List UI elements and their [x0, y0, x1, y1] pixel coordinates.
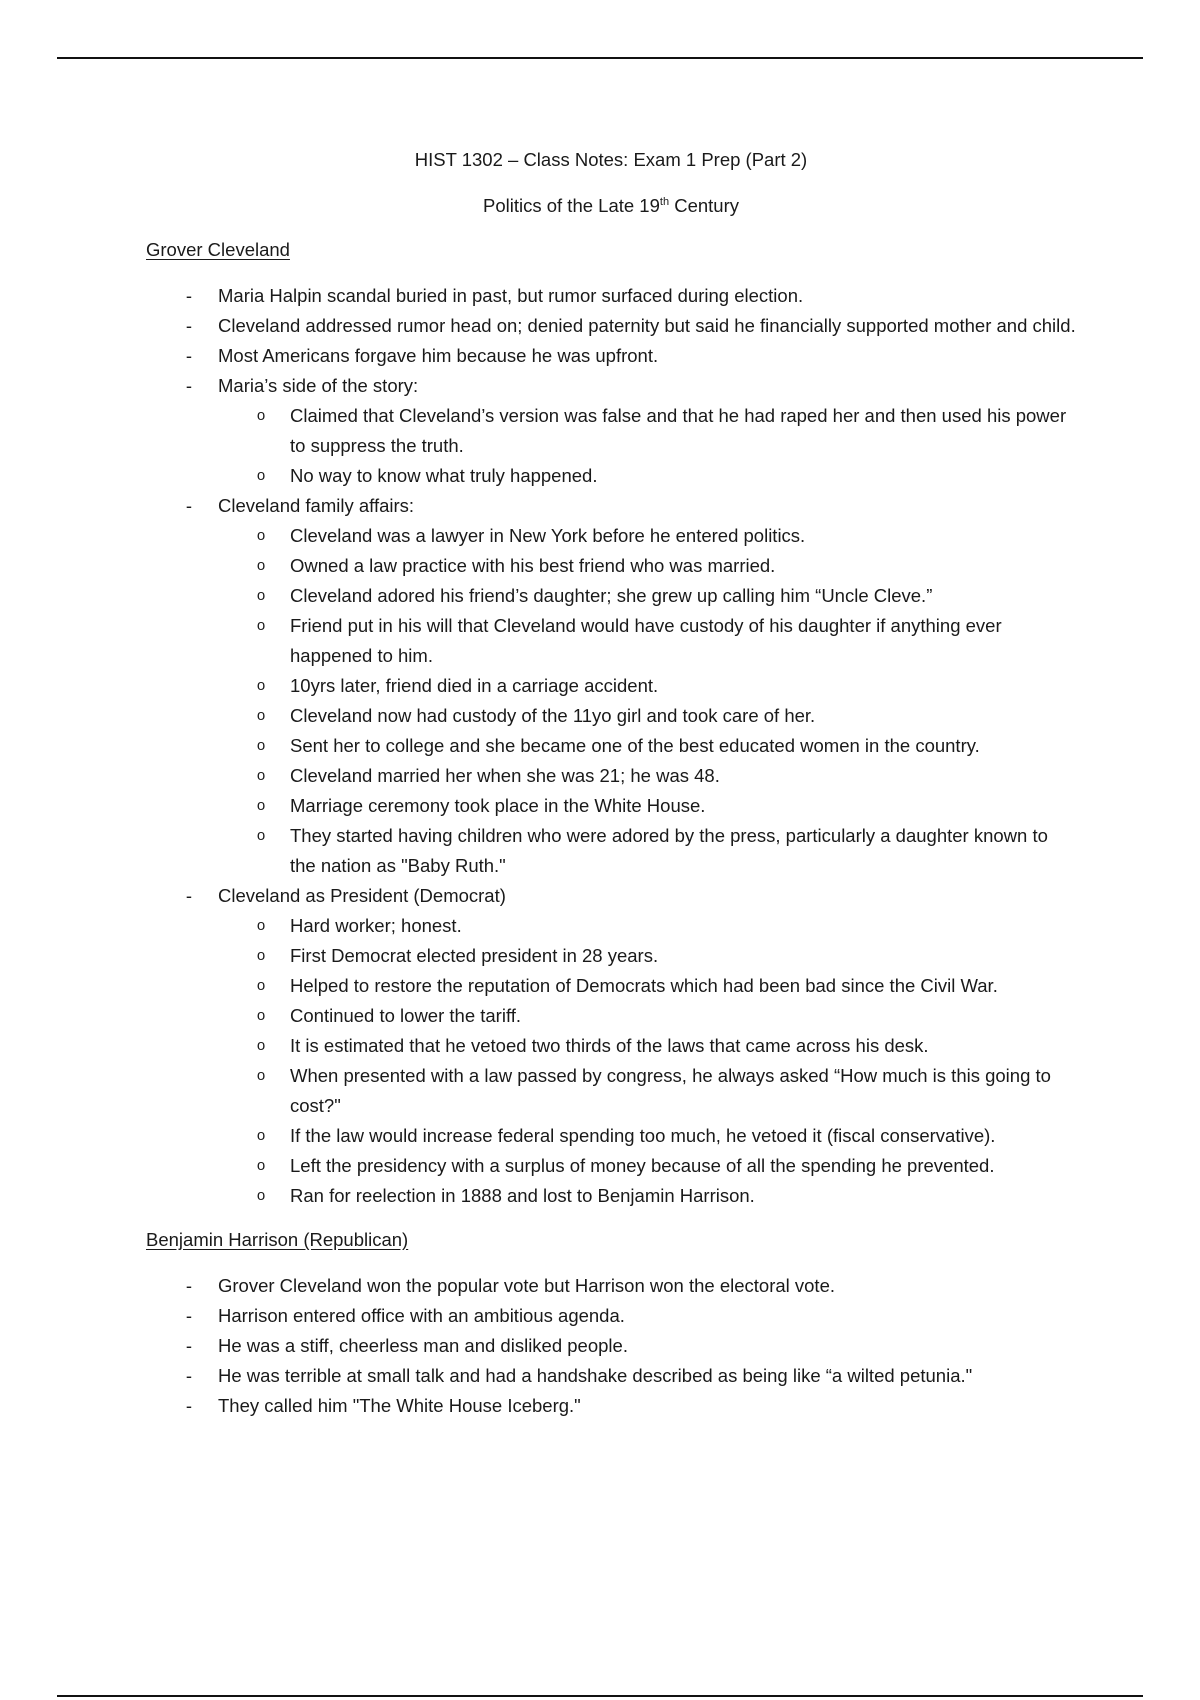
- circle-bullet-icon: o: [256, 707, 266, 724]
- circle-bullet-icon: o: [256, 767, 266, 784]
- document-subtitle: [146, 191, 1076, 221]
- list-item-text: Maria Halpin scandal buried in past, but rumor surfaced during election.: [218, 285, 804, 306]
- top-rule: [57, 57, 1143, 59]
- sub-list-item: [218, 1061, 1076, 1121]
- sub-list-item-text: Friend put in his will that Cleveland would have custody of his daughter if anything ever happened to him.: [290, 615, 1002, 666]
- dash-bullet-icon: -: [185, 1275, 193, 1296]
- sub-list-item-text: Sent her to college and she became one of the best educated women in the country.: [290, 735, 980, 756]
- document-page: [146, 145, 1076, 1421]
- circle-bullet-icon: o: [256, 947, 266, 964]
- notes-body: [146, 235, 1076, 1421]
- sub-list-item-text: First Democrat elected president in 28 years.: [290, 945, 659, 966]
- sub-list-item-text: Continued to lower the tariff.: [290, 1005, 522, 1026]
- list-item-text: Grover Cleveland won the popular vote but Harrison won the electoral vote.: [218, 1275, 836, 1296]
- list-item: [146, 371, 1076, 491]
- bullet-list: [146, 1271, 1076, 1421]
- sub-list-item: [218, 521, 1076, 551]
- section-heading: Benjamin Harrison (Republican): [146, 1229, 409, 1250]
- dash-bullet-icon: -: [185, 345, 193, 366]
- sub-list-item: [218, 821, 1076, 881]
- sub-list-item-text: No way to know what truly happened.: [290, 465, 598, 486]
- circle-bullet-icon: o: [256, 557, 266, 574]
- sub-list-item: [218, 941, 1076, 971]
- list-item-text: He was a stiff, cheerless man and disliked people.: [218, 1335, 628, 1356]
- list-item-text: Maria’s side of the story:: [218, 375, 419, 396]
- sub-list-item: [218, 761, 1076, 791]
- sub-list-item-text: Owned a law practice with his best friend who was married.: [290, 555, 776, 576]
- circle-bullet-icon: o: [256, 917, 266, 934]
- dash-bullet-icon: -: [185, 1305, 193, 1326]
- sub-bullet-list: [218, 911, 1076, 1211]
- document-title: HIST 1302 – Class Notes: Exam 1 Prep (Part 2): [414, 149, 808, 170]
- sub-list-item: [218, 551, 1076, 581]
- sub-list-item-text: Claimed that Cleveland’s version was false and that he had raped her and then used his power to suppress the truth.: [290, 405, 1067, 456]
- circle-bullet-icon: o: [256, 977, 266, 994]
- list-item-text: They called him "The White House Iceberg.": [218, 1395, 581, 1416]
- sub-list-item: [218, 1121, 1076, 1151]
- list-item: [146, 1331, 1076, 1361]
- list-item: [146, 1391, 1076, 1421]
- sub-list-item: [218, 1151, 1076, 1181]
- dash-bullet-icon: -: [185, 285, 193, 306]
- subtitle-text: Politics of the Late 19: [483, 195, 660, 216]
- dash-bullet-icon: -: [185, 1335, 193, 1356]
- sub-list-item: [218, 701, 1076, 731]
- bottom-rule: [57, 1695, 1143, 1697]
- sub-list-item-text: Helped to restore the reputation of Democrats which had been bad since the Civil War.: [290, 975, 998, 996]
- circle-bullet-icon: o: [256, 827, 266, 844]
- circle-bullet-icon: o: [256, 677, 266, 694]
- list-item-text: He was terrible at small talk and had a handshake described as being like “a wilted petunia.": [218, 1365, 973, 1386]
- sub-list-item: [218, 1001, 1076, 1031]
- sub-list-item-text: Cleveland was a lawyer in New York before he entered politics.: [290, 525, 806, 546]
- sub-list-item: [218, 911, 1076, 941]
- circle-bullet-icon: o: [256, 527, 266, 544]
- sub-list-item-text: Ran for reelection in 1888 and lost to Benjamin Harrison.: [290, 1185, 755, 1206]
- list-item: [146, 1361, 1076, 1391]
- list-item: [146, 881, 1076, 1211]
- sub-list-item: [218, 461, 1076, 491]
- circle-bullet-icon: o: [256, 1127, 266, 1144]
- circle-bullet-icon: o: [256, 797, 266, 814]
- dash-bullet-icon: -: [185, 315, 193, 336]
- circle-bullet-icon: o: [256, 1037, 266, 1054]
- dash-bullet-icon: -: [185, 375, 193, 396]
- dash-bullet-icon: -: [185, 885, 193, 906]
- dash-bullet-icon: -: [185, 495, 193, 516]
- circle-bullet-icon: o: [256, 587, 266, 604]
- sub-list-item-text: Cleveland adored his friend’s daughter; she grew up calling him “Uncle Cleve.”: [290, 585, 933, 606]
- sub-list-item: [218, 1031, 1076, 1061]
- circle-bullet-icon: o: [256, 407, 266, 424]
- sub-list-item: [218, 731, 1076, 761]
- bullet-list: [146, 281, 1076, 1211]
- sub-list-item: [218, 671, 1076, 701]
- sub-list-item: [218, 971, 1076, 1001]
- list-item: [146, 311, 1076, 341]
- circle-bullet-icon: o: [256, 1007, 266, 1024]
- circle-bullet-icon: o: [256, 617, 266, 634]
- sub-list-item: [218, 581, 1076, 611]
- circle-bullet-icon: o: [256, 1157, 266, 1174]
- sub-bullet-list: [218, 521, 1076, 881]
- list-item-text: Harrison entered office with an ambitious agenda.: [218, 1305, 625, 1326]
- sub-list-item-text: Marriage ceremony took place in the White House.: [290, 795, 706, 816]
- sub-list-item-text: 10yrs later, friend died in a carriage accident.: [290, 675, 659, 696]
- list-item: [146, 1271, 1076, 1301]
- dash-bullet-icon: -: [185, 1365, 193, 1386]
- sub-list-item-text: It is estimated that he vetoed two thirds of the laws that came across his desk.: [290, 1035, 929, 1056]
- subtitle-text-end: Century: [669, 195, 739, 216]
- sub-list-item: [218, 791, 1076, 821]
- sub-list-item: [218, 1181, 1076, 1211]
- list-item: [146, 341, 1076, 371]
- list-item-text: Most Americans forgave him because he was upfront.: [218, 345, 659, 366]
- list-item-text: Cleveland as President (Democrat): [218, 885, 506, 906]
- list-item-text: Cleveland addressed rumor head on; denied paternity but said he financially supported mother and child.: [218, 315, 1076, 336]
- circle-bullet-icon: o: [256, 1067, 266, 1084]
- list-item: [146, 1301, 1076, 1331]
- sub-list-item-text: They started having children who were adored by the press, particularly a daughter known to the nation as "Baby Ruth.": [290, 825, 1048, 876]
- list-item: [146, 281, 1076, 311]
- sub-bullet-list: [218, 401, 1076, 491]
- list-item-text: Cleveland family affairs:: [218, 495, 415, 516]
- sub-list-item: [218, 611, 1076, 671]
- sub-list-item-text: Hard worker; honest.: [290, 915, 462, 936]
- circle-bullet-icon: o: [256, 737, 266, 754]
- sub-list-item-text: Cleveland married her when she was 21; he was 48.: [290, 765, 720, 786]
- sub-list-item-text: Left the presidency with a surplus of money because of all the spending he prevented.: [290, 1155, 995, 1176]
- sub-list-item-text: When presented with a law passed by congress, he always asked “How much is this going to cost?": [290, 1065, 1051, 1116]
- sub-list-item-text: If the law would increase federal spending too much, he vetoed it (fiscal conservative).: [290, 1125, 996, 1146]
- list-item: [146, 491, 1076, 881]
- circle-bullet-icon: o: [256, 1187, 266, 1204]
- section-heading: Grover Cleveland: [146, 239, 290, 260]
- sub-list-item-text: Cleveland now had custody of the 11yo girl and took care of her.: [290, 705, 816, 726]
- sub-list-item: [218, 401, 1076, 461]
- dash-bullet-icon: -: [185, 1395, 193, 1416]
- subtitle-superscript: th: [659, 196, 670, 208]
- circle-bullet-icon: o: [256, 467, 266, 484]
